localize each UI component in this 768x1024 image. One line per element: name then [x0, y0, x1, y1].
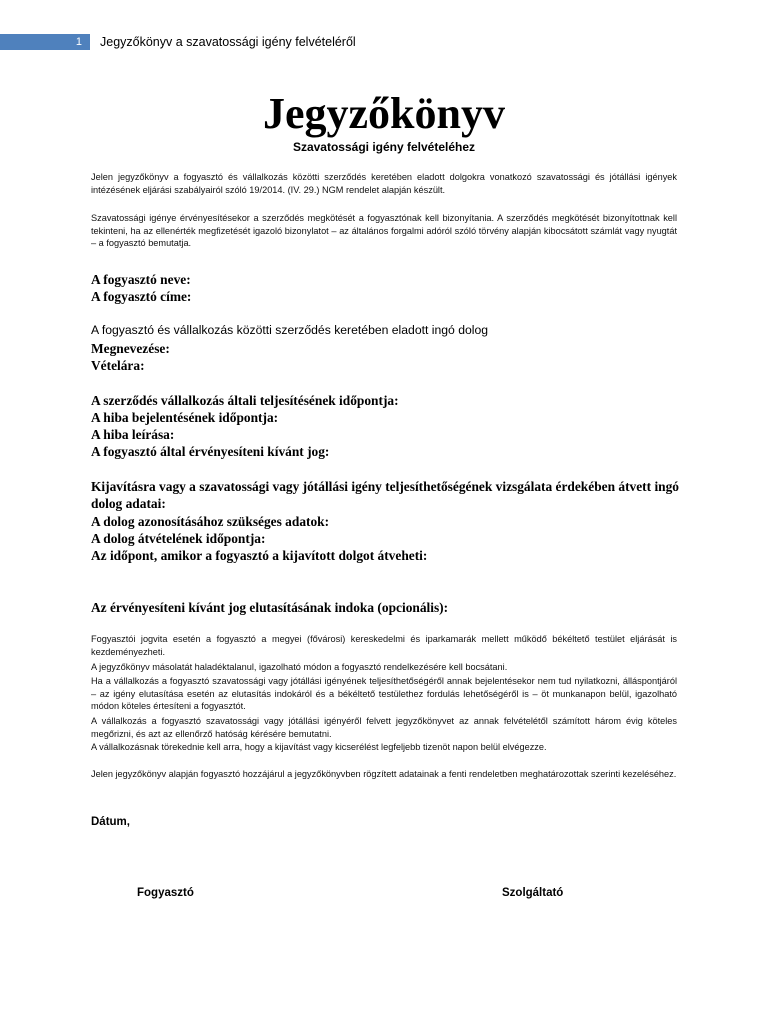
pickup-date-label: Az időpont, amikor a fogyasztó a kijavított dolgot átveheti: — [91, 548, 428, 563]
goods-designation-label: Megnevezése: — [91, 341, 170, 356]
receipt-date-label: A dolog átvételének időpontja: — [91, 531, 266, 546]
page-number: 1 — [0, 34, 90, 50]
running-title: Jegyzőkönyv a szavatossági igény felvételéről — [100, 35, 356, 49]
defect-description-label: A hiba leírása: — [91, 427, 175, 442]
performance-date-label: A szerződés vállalkozás általi teljesítésének időpontja: — [91, 393, 399, 408]
note-record-retention: A vállalkozás a fogyasztó szavatossági vagy jótállási igényéről felvett jegyzőkönyvet az annak felvételétől számított három évig köteles megőrizni, és azt az ellenőrző hatóság kérésére bemutatni. — [91, 716, 677, 739]
defect-report-date-label: A hiba bejelentésének időpontja: — [91, 410, 279, 425]
date-label: Dátum, — [91, 816, 130, 828]
document-subtitle: Szavatossági igény felvételéhez — [292, 140, 476, 154]
right-claimed-label: A fogyasztó által érvényesíteni kívánt jog: — [91, 444, 330, 459]
consumer-name-label: A fogyasztó neve: — [91, 272, 191, 287]
note-repair-deadline: A vállalkozásnak törekednie kell arra, hogy a kijavítást vagy kicserélést legfeljebb tizenöt napon belül elvégezze. — [91, 742, 547, 752]
identification-data-label: A dolog azonosításához szükséges adatok: — [91, 514, 330, 529]
note-copy-delivery: A jegyzőkönyv másolatát haladéktalanul, igazolható módon a fogyasztó rendelkezésére kell bocsátani. — [91, 662, 508, 672]
provider-signature-label: Szolgáltató — [502, 887, 564, 899]
data-consent-paragraph: Jelen jegyzőkönyv alapján fogyasztó hozzájárul a jegyzőkönyvben rögzített adatainak a fenti rendeletben meghatározottak szerinti kezeléséhez. — [91, 769, 677, 779]
rejection-reason-label: Az érvényesíteni kívánt jog elutasításának indoka (opcionális): — [91, 600, 449, 615]
goods-intro: A fogyasztó és vállalkozás közötti szerződés keretében eladott ingó dolog — [91, 323, 489, 337]
consumer-address-label: A fogyasztó címe: — [91, 289, 192, 304]
goods-price-label: Vételára: — [91, 358, 145, 373]
page-header — [0, 34, 768, 52]
intro-paragraph-proof: Szavatossági igénye érvényesítésekor a szerződés megkötését a fogyasztónak kell bizonyítania. A szerződés megkötését bizonyítottnak kell tekinteni, ha az ellenérték megfizetését igazoló bizonylatot – az általános forgalmi adóról szóló törvény alapján kibocsátott számlát vagy nyugtát – a fogyasztó bemutatja. — [91, 213, 677, 249]
note-notification-deadline: Ha a vállalkozás a fogyasztó szavatossági vagy jótállási igényének teljesíthetőségéről annak bejelentésekor nem tud nyilatkozni, álláspontjáról – az igény elutasítása esetén az elutasítás indokáról és a békéltető testülethez fordulás lehetőségéről is – öt munkanapon belül, igazolható módon köteles értesíteni a fogyasztót. — [91, 676, 677, 712]
repair-goods-heading: Kijavításra vagy a szavatossági vagy jótállási igény teljesíthetőségének vizsgálata érdekében átvett ingó dolog adatai: — [91, 479, 679, 511]
intro-paragraph-legal-basis: Jelen jegyzőkönyv a fogyasztó és vállalkozás közötti szerződés keretében eladott dolgokra vonatkozó szavatossági és jótállási igények intézésének eljárási szabályairól szóló 19/2014. (IV. 29.) NGM rendelet alapján készült. — [91, 172, 677, 195]
document-title: Jegyzőkönyv — [263, 89, 505, 138]
consumer-signature-label: Fogyasztó — [137, 887, 194, 899]
note-conciliation-body: Fogyasztói jogvita esetén a fogyasztó a megyei (fővárosi) kereskedelmi és iparkamarák mellett működő békéltető testület eljárását is kezdeményezheti. — [91, 634, 677, 657]
